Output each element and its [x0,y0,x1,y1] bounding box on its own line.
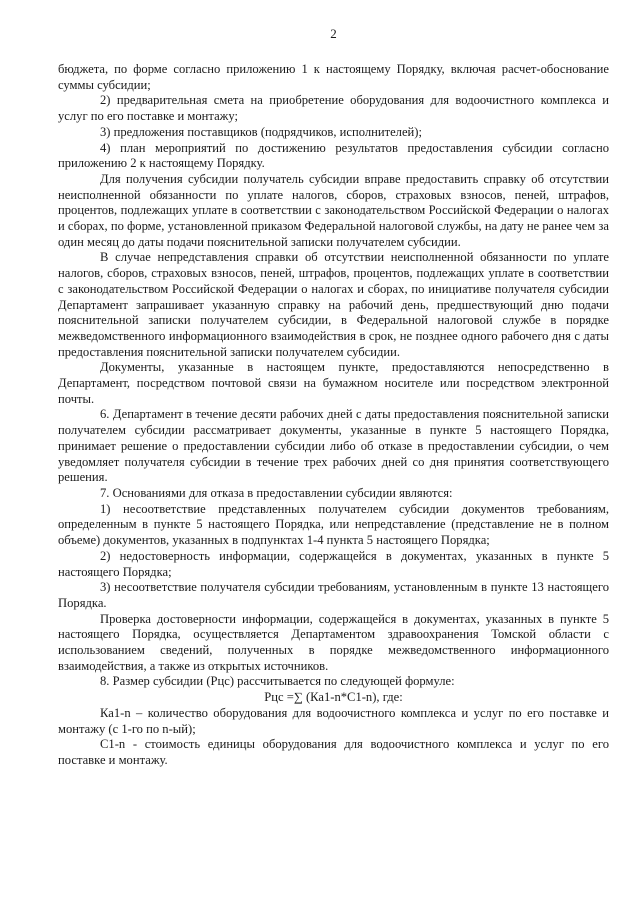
paragraph-documents-delivery: Документы, указанные в настоящем пункте, предоставляются непосредственно в Департамент, посредством почтовой связи на бумажном носителе или посредством электронной почты. [58,360,609,406]
paragraph-verification: Проверка достоверности информации, содержащейся в документах, указанных в пункте 5 настоящего Порядка, осуществляется Департаментом здравоохранения Томской области с использованием сведений, полученных в порядке межведомственного информационного взаимодействия, а также из открытых источников. [58,611,609,673]
paragraph-item-4-plan: 4) план мероприятий по достижению результатов предоставления субсидии согласно приложению 2 к настоящему Порядку. [58,140,609,171]
paragraph-budget-form: бюджета, по форме согласно приложению 1 к настоящему Порядку, включая расчет-обоснование суммы субсидии; [58,62,609,92]
paragraph-section-7: 7. Основаниями для отказа в предоставлении субсидии являются: [100,485,453,500]
definition-ka: Ка1-n – количество оборудования для водоочистного комплекса и услуг по его поставке и монтажу (с 1-го по n-ый); [58,705,609,736]
paragraph-tax-certificate: Для получения субсидии получатель субсидии вправе предоставить справку об отсутствии неисполненной обязанности по уплате налогов, сборов, страховых взносов, пеней, штрафов, процентов, подлежащих уплате в соответствии с законодательством Российской Федерации о налогах и сборах, по форме, установленной приказом Федеральной налоговой службы, на дату не ранее чем за один месяц до даты подачи пояснительной записки получателем субсидии. [58,171,609,249]
paragraph-refusal-1: 1) несоответствие представленных получателем субсидии документов требованиям, определенным в пункте 5 настоящего Порядка, или непредставление (представление не в полном объеме) документов, указанных в подпунктах 1-4 пункта 5 настоящего Порядка; [58,501,609,548]
paragraph-certificate-request: В случае непредставления справки об отсутствии неисполненной обязанности по уплате налогов, сборов, страховых взносов, пеней, штрафов, процентов, подлежащих уплате в соответствии с законодательством Российской Федерации о налогах и сборах, по инициативе получателя субсидии Департамент запрашивает указанную справку на рабочий день, предшествующий дню подачи пояснительной записки получателем субсидии, в Федеральной налоговой службе в порядке межведомственного информационного взаимодействия в срок, не позднее одного рабочего дня с даты предоставления пояснительной записки получателем субсидии. [58,250,609,359]
paragraph-section-6: 6. Департамент в течение десяти рабочих дней с даты предоставления пояснительной записки получателем субсидии рассматривает документы, указанные в пункте 5 настоящего Порядка, принимает решение о предоставлении субсидии либо об отказе в предоставлении субсидии, о чем уведомляет получателя субсидии в течение трех рабочих дней со дня принятия соответствующего решения. [58,407,609,485]
document-page [58,26,609,769]
paragraph-item-2-estimate: 2) предварительная смета на приобретение оборудования для водоочистного комплекса и услуг по его поставке и монтажу; [58,93,609,124]
paragraph-section-8: 8. Размер субсидии (Рцс) рассчитывается по следующей формуле: [100,674,455,689]
paragraph-refusal-2: 2) недостоверность информации, содержащейся в документах, указанных в пункте 5 настоящего Порядка; [58,548,609,579]
page-number: 2 [330,26,337,41]
paragraph-refusal-3: 3) несоответствие получателя субсидии требованиям, установленным в пункте 13 настоящего Порядка. [58,580,609,610]
subsidy-formula: Рцс =∑ (Ка1-n*С1-n), где: [264,690,403,705]
definition-c: С1-n - стоимость единицы оборудования для водоочистного комплекса и услуг по его поставке и монтажу. [58,737,609,767]
paragraph-item-3-proposals: 3) предложения поставщиков (подрядчиков, исполнителей); [100,124,422,139]
